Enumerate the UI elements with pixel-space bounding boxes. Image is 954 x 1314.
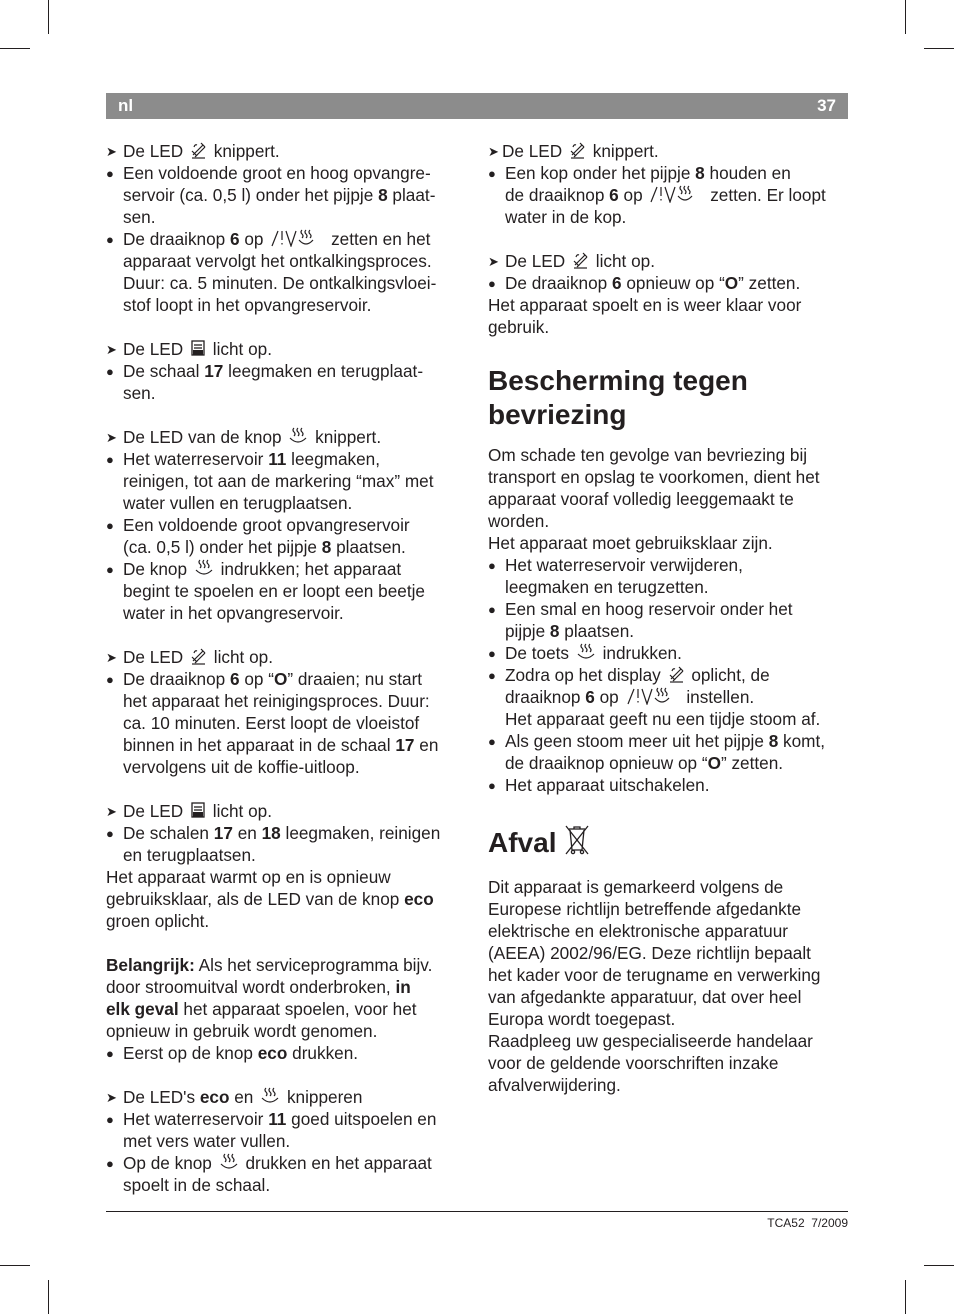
print-date: 7/2009 [811,1216,848,1230]
paragraph: Dit apparaat is gemarkeerd volgens de Europese richtlijn betreffende afgedankte elektrische en elektronische apparatuur (AEEA) 2002/96/EG. Deze richtlijn bepaalt het kader voor de terugname en verwerking van afgedankte apparatuur, dat over heel Europa wordt toegepast. Raadpleeg uw gespecialiseerde handelaar voor de geldende voorschriften inzake afvalverwijdering. [488,877,821,1095]
bullet-marker [488,554,505,578]
list-item: ● Een voldoende groot en hoog opvangre- servoir (ca. 0,5 l) onder het pijpje 8 plaat- sen. [106,162,468,228]
list-item: ● Het waterreservoir verwijderen, leegmaken en terugzetten. [488,554,850,598]
crop-mark [924,1265,954,1266]
steam-icon [219,1153,239,1171]
left-column [106,140,468,1196]
list-item: ● Eerst op de knop eco drukken. [106,1042,468,1064]
bullet-marker [106,1108,123,1132]
crop-mark [0,1265,30,1266]
important-note: Belangrijk: Als het serviceprogramma bijv. door stroomuitval wordt onderbroken, in elk geval het apparaat spoelen, voor het opnieuw in gebruik wordt genomen. [106,955,433,1041]
steam-icon [260,1087,280,1105]
arrow-marker [106,646,123,670]
descale-icon [569,141,586,159]
instruction-step: ➤ De LED licht op. [106,646,468,668]
crop-mark [924,48,954,49]
valve-steam-water-icon [626,687,680,705]
right-column [488,140,850,1096]
page-footer [767,1216,848,1230]
list-item: ● Op de knop drukken en het apparaat spoelt in de schaal. [106,1152,468,1196]
bullet-marker [488,730,505,754]
steam-icon [576,643,596,661]
bullet-marker [488,162,505,186]
model-code: TCA52 [767,1216,805,1230]
bullet-marker [106,448,123,472]
descale-icon [190,647,207,665]
instruction-step: ➤ De LED licht op. [106,800,468,822]
page-header [106,93,848,119]
arrow-marker [488,250,505,274]
list-item: ● Het waterreservoir 11 goed uitspoelen en met vers water vullen. [106,1108,468,1152]
crossed-out-bin-icon [564,822,590,864]
section-heading-frost-protection: Bescherming tegen bevriezing [488,365,748,430]
descale-icon [572,251,589,269]
bullet-marker [106,1042,123,1066]
list-item: ● Een smal en hoog reservoir onder het pijpje 8 plaatsen. [488,598,850,642]
arrow-marker [106,800,123,824]
arrow-marker [106,1086,123,1110]
instruction-step: ➤ De LED licht op. [106,338,468,360]
crop-mark [905,1280,906,1314]
instruction-step: ➤ De LED knippert. [488,140,850,162]
list-item: ● Een voldoende groot opvangreservoir (ca. 0,5 l) onder het pijpje 8 plaatsen. [106,514,468,558]
list-item: ● De draaiknop 6 op “O” draaien; nu start het apparaat het reinigingsproces. Duur: ca. 10 minuten. Eerst loopt de vloeistof binnen in het apparaat in de schaal 17 en vervolgens uit de koffie-uitloop. [106,668,468,778]
list-item: ● Een kop onder het pijpje 8 houden en de draaiknop 6 op zetten. Er loopt water in de kop. [488,162,850,228]
arrow-marker [106,426,123,450]
bullet-marker [106,360,123,384]
list-item: ● Het apparaat uitschakelen. [488,774,850,796]
arrow-marker [106,140,123,164]
bullet-marker [106,514,123,538]
bullet-marker [488,642,505,666]
bullet-marker [488,664,505,688]
bullet-marker [106,162,123,186]
paragraph: Het apparaat warmt op en is opnieuw gebruiksklaar, als de LED van de knop eco groen oplicht. [106,867,434,931]
list-item: ● De schalen 17 en 18 leegmaken, reinigen en terugplaatsen. [106,822,468,866]
instruction-step: ➤ De LED knippert. [106,140,468,162]
instruction-step: ➤ De LED van de knop knippert. [106,426,468,448]
bullet-marker [106,1152,123,1176]
arrow-marker [106,338,123,362]
page-number: 37 [817,96,836,115]
list-item: ● De draaiknop 6 op zetten en het apparaat vervolgt het ontkalkingsproces. Duur: ca. 5 minuten. De ontkalkingsvloei- stof loopt in het opvangreservoir. [106,228,468,316]
bullet-marker [106,558,123,582]
paragraph: Om schade ten gevolge van bevriezing bij transport en opslag te voorkomen, dient het apparaat vooraf volledig leeggemaakt te worden. Het apparaat moet gebruiksklaar zijn. [488,445,820,553]
crop-mark [48,1280,49,1314]
list-item: ● De schaal 17 leegmaken en terugplaat- sen. [106,360,468,404]
bullet-marker [106,822,123,846]
list-item: ● De toets indrukken. [488,642,850,664]
arrow-marker [488,140,505,164]
crop-mark [48,0,49,34]
footer-rule [106,1211,848,1212]
list-item: ● Als geen stoom meer uit het pijpje 8 komt, de draaiknop opnieuw op “O” zetten. [488,730,850,774]
list-item: ● De knop indrukken; het apparaat begint te spoelen en er loopt een beetje water in het opvangreservoir. [106,558,468,624]
list-item: ● De draaiknop 6 opnieuw op “O” zetten. [488,272,850,294]
crop-mark [0,48,30,49]
valve-steam-water-icon [270,229,324,247]
bullet-marker [488,774,505,798]
bullet-marker [106,228,123,252]
steam-icon [194,559,214,577]
bullet-marker [488,272,505,296]
crop-mark [905,0,906,34]
instruction-step: ➤ De LED's eco en knipperen [106,1086,468,1108]
bullet-marker [488,598,505,622]
drip-tray-icon [190,801,206,819]
steam-icon [288,427,308,445]
drip-tray-icon [190,339,206,357]
list-item: ● Het waterreservoir 11 leegmaken, reinigen, tot aan de markering “max” met water vullen en terugplaatsen. [106,448,468,514]
descale-icon [190,141,207,159]
valve-steam-water-icon [649,185,703,203]
section-heading-waste: Afval [488,822,850,864]
instruction-step: ➤ De LED licht op. [488,250,850,272]
language-code: nl [118,96,134,115]
paragraph: Het apparaat spoelt en is weer klaar voor gebruik. [488,295,802,337]
descale-icon [668,665,685,683]
list-item: ● Zodra op het display oplicht, de draaiknop 6 op instellen. Het apparaat geeft nu een tijdje stoom af. [488,664,850,730]
bullet-marker [106,668,123,692]
